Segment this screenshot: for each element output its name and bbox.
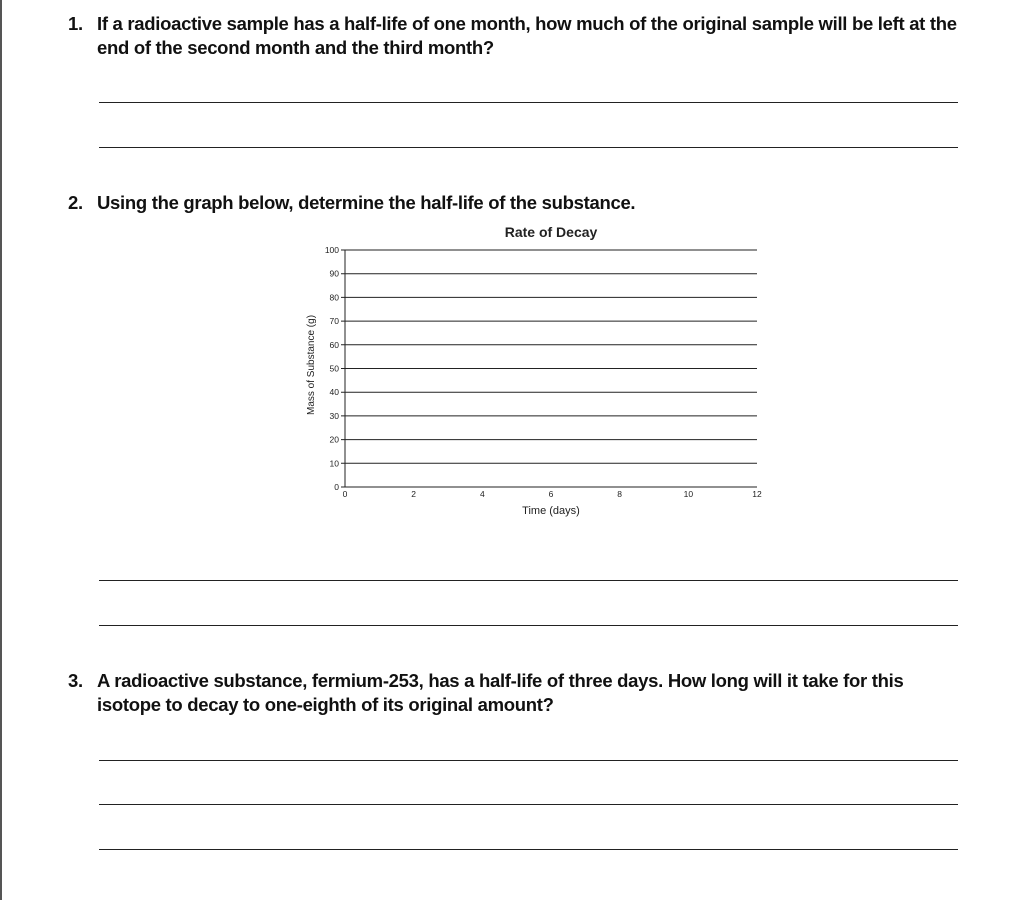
x-tick-label-4: 4 xyxy=(479,489,485,499)
answer-line-q2-1[interactable] xyxy=(99,580,958,581)
y-tick-label-20: 20 xyxy=(329,434,339,445)
y-tick-label-80: 80 xyxy=(329,292,339,303)
chart-y-axis-label: Mass of Substance (g) xyxy=(306,314,317,416)
x-tick-label-0: 0 xyxy=(342,489,348,499)
answer-line-q3-3[interactable] xyxy=(99,849,958,850)
y-tick-label-90: 90 xyxy=(329,268,339,279)
y-tick-label-10: 10 xyxy=(329,458,339,469)
answer-line-q3-2[interactable] xyxy=(99,804,958,805)
y-tick-label-50: 50 xyxy=(329,363,339,374)
answer-line-q2-2[interactable] xyxy=(99,625,958,626)
question-3 xyxy=(68,669,968,717)
y-tick-label-70: 70 xyxy=(329,316,339,327)
x-tick-label-2: 2 xyxy=(411,489,417,499)
question-1-number: 1. xyxy=(68,13,83,34)
y-tick-label-60: 60 xyxy=(329,339,339,350)
question-2-text: Using the graph below, determine the half-life of the substance. xyxy=(97,192,636,213)
x-tick-label-6: 6 xyxy=(548,489,554,499)
answer-line-q3-1[interactable] xyxy=(99,760,958,761)
chart-title: Rate of Decay xyxy=(504,224,598,240)
x-tick-label-10: 10 xyxy=(683,489,694,499)
question-3-number: 3. xyxy=(68,670,83,691)
x-tick-label-8: 8 xyxy=(617,489,623,499)
chart-x-tick-labels xyxy=(343,489,762,499)
question-2-number: 2. xyxy=(68,192,83,213)
chart-x-axis-label: Time (days) xyxy=(522,505,580,517)
y-tick-label-100: 100 xyxy=(324,245,339,255)
y-tick-label-30: 30 xyxy=(329,410,339,421)
y-tick-label-40: 40 xyxy=(329,387,339,398)
x-tick-label-12: 12 xyxy=(752,489,762,499)
question-1-text: If a radioactive sample has a half-life of one month, how much of the original sample will be left at the end of the second month and the third month? xyxy=(97,13,957,58)
y-tick-label-0: 0 xyxy=(334,482,339,492)
question-3-text: A radioactive substance, fermium-253, has a half-life of three days. How long will it take for this isotope to decay to one-eighth of its original amount? xyxy=(97,670,904,715)
chart-y-tick-labels xyxy=(325,245,339,492)
chart-gridlines xyxy=(341,250,757,487)
